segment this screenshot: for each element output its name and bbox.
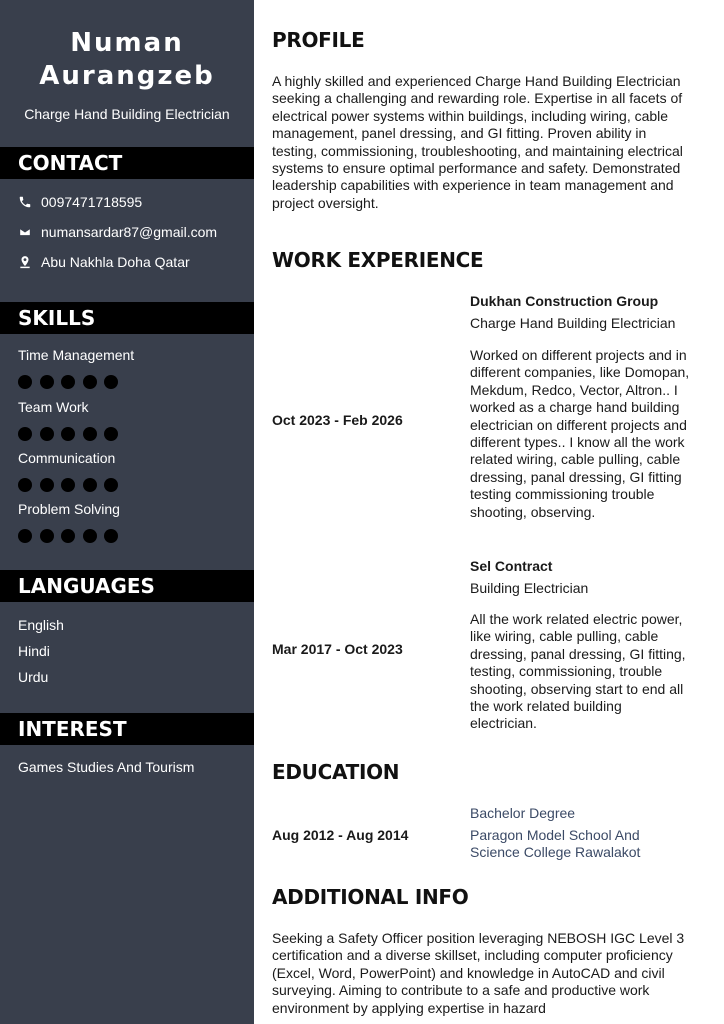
rating-dot xyxy=(61,427,75,441)
job-role: Charge Hand Building Electrician xyxy=(470,315,676,331)
phone-text: 0097471718595 xyxy=(41,194,143,210)
contact-heading: CONTACT xyxy=(0,147,254,179)
job-description: All the work related electric power, like wiring, cable pulling, cable dressing, panal dressing, GI fitting, testing, commissioning, trouble shooting, observing start to end all the work related building electrician. xyxy=(470,611,686,732)
contact-email xyxy=(18,222,217,242)
skill-name: Problem Solving xyxy=(18,501,120,517)
job-role: Building Electrician xyxy=(470,580,589,596)
location-icon xyxy=(18,255,32,269)
job-dates: Oct 2023 - Feb 2026 xyxy=(272,412,403,428)
contact-address xyxy=(18,252,190,272)
rating-dot xyxy=(83,427,97,441)
skill-name: Communication xyxy=(18,450,116,466)
additional-text: Seeking a Safety Officer position leveraging NEBOSH IGC Level 3 certification and a diverse skillset, including computer proficiency (Excel, Word, PowerPoint) and knowledge in AutoCAD and civil surveying. Aiming to contribute to a safe and productive work environment by applying expertise in hazard xyxy=(272,930,685,1016)
email-text: numansardar87@gmail.com xyxy=(41,224,218,240)
job-company: Sel Contract xyxy=(470,558,553,574)
rating-dot xyxy=(104,427,118,441)
rating-dot xyxy=(18,375,32,389)
education-degree: Bachelor Degree xyxy=(470,805,576,821)
language-item: Hindi xyxy=(18,643,50,659)
skills-heading: SKILLS xyxy=(0,302,254,334)
skill-rating xyxy=(18,478,126,492)
rating-dot xyxy=(83,375,97,389)
rating-dot xyxy=(61,375,75,389)
education-dates: Aug 2012 - Aug 2014 xyxy=(272,827,409,843)
skill-name: Time Management xyxy=(18,347,135,363)
mail-icon xyxy=(18,225,32,239)
rating-dot xyxy=(104,478,118,492)
skill-name: Team Work xyxy=(18,399,89,415)
rating-dot xyxy=(104,529,118,543)
interest-text: Games Studies And Tourism xyxy=(18,759,195,775)
language-item: Urdu xyxy=(18,669,49,685)
language-item: English xyxy=(18,617,64,633)
rating-dot xyxy=(40,427,54,441)
rating-dot xyxy=(18,478,32,492)
job-company: Dukhan Construction Group xyxy=(470,293,659,309)
rating-dot xyxy=(18,529,32,543)
profile-text: A highly skilled and experienced Charge Hand Building Electrician seeking a challenging and rewarding role. Expertise in all facets of electrical power systems within buildings, including wiring, cable management, panel dressing, and GI fitting. Proven ability in testing, commissioning, troubleshooting, and maintaining electrical systems to ensure optimal performance and safety. Demonstrated leadership capabilities with experience in team management and project oversight. xyxy=(272,73,683,211)
job-title: Charge Hand Building Electrician xyxy=(24,106,230,122)
education-heading: EDUCATION xyxy=(272,760,400,784)
skill-rating xyxy=(18,427,126,441)
job-dates: Mar 2017 - Oct 2023 xyxy=(272,641,403,657)
address-text: Abu Nakhla Doha Qatar xyxy=(41,254,190,270)
rating-dot xyxy=(83,529,97,543)
rating-dot xyxy=(40,375,54,389)
phone-icon xyxy=(18,195,32,209)
name-last: Aurangzeb xyxy=(39,61,215,91)
name-first: Numan xyxy=(70,28,184,58)
rating-dot xyxy=(61,478,75,492)
rating-dot xyxy=(40,478,54,492)
profile-heading: PROFILE xyxy=(272,28,365,52)
additional-heading: ADDITIONAL INFO xyxy=(272,885,469,909)
skill-rating xyxy=(18,529,126,543)
rating-dot xyxy=(61,529,75,543)
interest-heading: INTEREST xyxy=(0,713,254,745)
rating-dot xyxy=(104,375,118,389)
languages-heading: LANGUAGES xyxy=(0,570,254,602)
contact-phone xyxy=(18,192,142,212)
rating-dot xyxy=(40,529,54,543)
job-description: Worked on different projects and in different companies, like Domopan, Mekdum, Redco, Vector, Altron.. I worked as a charge hand building electrician on different projects and different types.. I know all the work related wiring, cable pulling, cable dressing, panal dressing, GI fitting testing commissioning trouble shooting, observing. xyxy=(470,347,690,520)
skill-rating xyxy=(18,375,126,389)
rating-dot xyxy=(83,478,97,492)
sidebar xyxy=(0,0,254,1024)
rating-dot xyxy=(18,427,32,441)
education-school: Paragon Model School And Science College Rawalakot xyxy=(470,827,641,861)
work-heading: WORK EXPERIENCE xyxy=(272,248,484,272)
